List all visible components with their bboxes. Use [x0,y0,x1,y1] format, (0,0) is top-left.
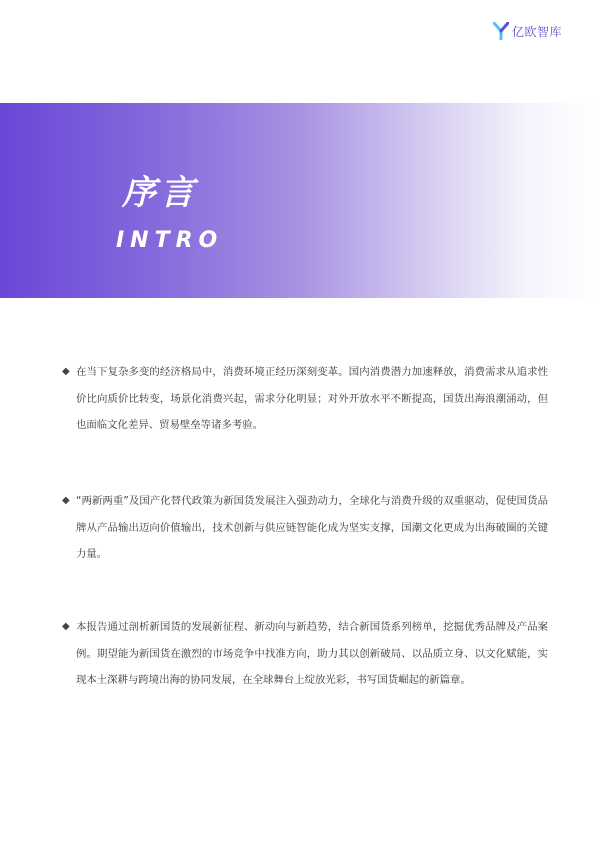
intro-paragraph-3 [62,614,548,694]
page-subtitle: INTRO [116,228,224,253]
intro-banner [0,103,600,298]
page-title: 序言 [122,173,198,213]
brand-logo [493,22,562,40]
intro-paragraph-2 [62,488,548,568]
diamond-bullet-icon: ◆ [62,366,70,377]
diamond-bullet-icon: ◆ [62,495,70,506]
paragraph-text: “两新两重”及国产化替代政策为新国货发展注入强劲动力，全球化与消费升级的双重驱动，促使国货品牌从产品输出迈向价值输出，技术创新与供应链智能化成为坚实支撑，国潮文化更成为出海破圈的关键力量。 [76,495,548,560]
brand-name: 亿欧智库 [511,24,562,39]
brand-y-icon [493,22,509,40]
paragraph-text: 本报告通过剖析新国货的发展新征程、新动向与新趋势，结合新国货系列榜单，挖掘优秀品牌及产品案例。期望能为新国货在激烈的市场竞争中找准方向，助力其以创新破局、以品质立身、以文化赋能，实现本土深耕与跨境出海的协同发展，在全球舞台上绽放光彩，书写国货崛起的新篇章。 [76,621,548,686]
diamond-bullet-icon: ◆ [62,621,70,632]
intro-paragraph-1 [62,359,548,439]
paragraph-text: 在当下复杂多变的经济格局中，消费环境正经历深刻变革。国内消费潜力加速释放，消费需求从追求性价比向质价比转变，场景化消费兴起，需求分化明显；对外开放水平不断提高，国货出海浪潮涌动，但也面临文化差异、贸易壁垒等诸多考验。 [76,366,548,431]
